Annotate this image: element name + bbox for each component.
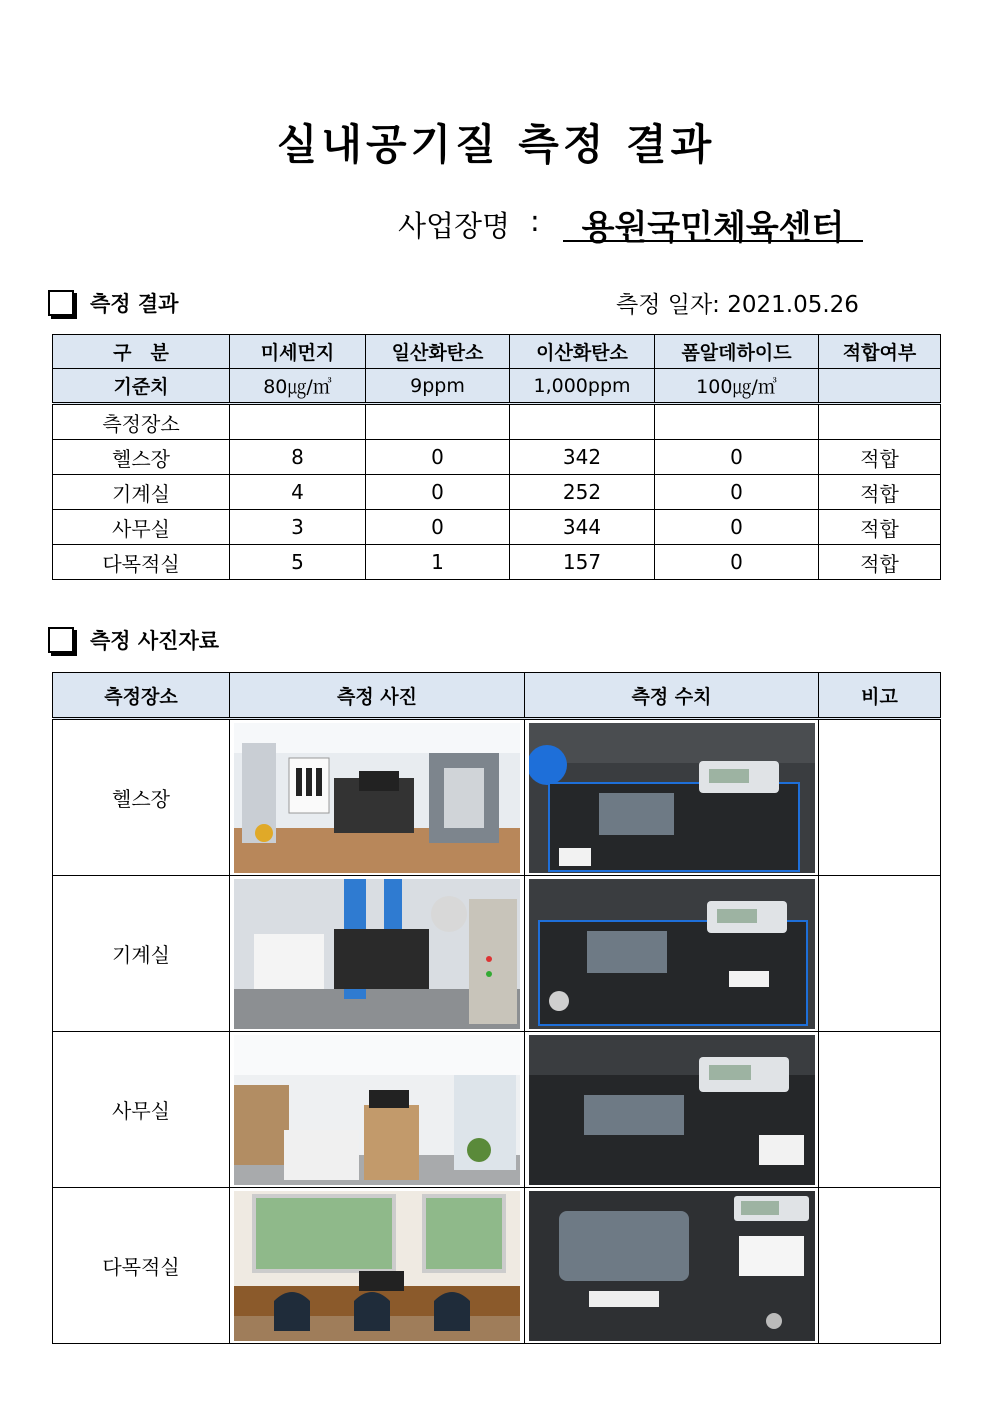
- place-cell: 다목적실: [53, 1188, 230, 1344]
- standard-value: 80㎍/㎥: [230, 369, 366, 404]
- standard-label: 기준치: [53, 369, 230, 404]
- value-cell: 0: [655, 510, 819, 545]
- meter-icon: [529, 1191, 815, 1341]
- location-header: 측정장소: [53, 404, 230, 440]
- multipurpose-room-icon: [234, 1191, 520, 1341]
- note-cell: [819, 1032, 941, 1188]
- meter-icon: [529, 723, 815, 873]
- value-cell: 0: [655, 475, 819, 510]
- standard-value: 1,000ppm: [510, 369, 655, 404]
- value-cell: 8: [230, 440, 366, 475]
- result-cell: 적합: [819, 475, 941, 510]
- value-cell: 4: [230, 475, 366, 510]
- value-cell: 157: [510, 545, 655, 580]
- standard-row: [53, 369, 941, 404]
- machine-room-icon: [234, 879, 520, 1029]
- location-header-row: [53, 404, 941, 440]
- business-colon: :: [530, 204, 540, 238]
- place-cell: 다목적실: [53, 545, 230, 580]
- value-cell: 0: [366, 475, 510, 510]
- place-cell: 헬스장: [53, 440, 230, 475]
- header-cell: 구 분: [53, 335, 230, 369]
- photo-section-label: 측정 사진자료: [90, 629, 220, 653]
- value-cell: 5: [230, 545, 366, 580]
- result-header-row: [53, 335, 941, 369]
- photo-table: [52, 672, 941, 1344]
- table-row: [53, 440, 941, 475]
- value-cell: 252: [510, 475, 655, 510]
- header-cell: 측정장소: [53, 673, 230, 719]
- table-row: [53, 475, 941, 510]
- meter-icon: [529, 1035, 815, 1185]
- value-cell: 3: [230, 510, 366, 545]
- gym-icon: [234, 723, 520, 873]
- standard-value: 100㎍/㎥: [655, 369, 819, 404]
- header-cell: 폼알데하이드: [655, 335, 819, 369]
- value-cell: 342: [510, 440, 655, 475]
- checkbox-icon: [48, 627, 74, 653]
- value-cell: 0: [366, 510, 510, 545]
- result-cell: 적합: [819, 545, 941, 580]
- value-cell: 0: [655, 545, 819, 580]
- measurement-date: 측정 일자: 2021.05.26: [616, 292, 859, 318]
- place-cell: 기계실: [53, 475, 230, 510]
- place-cell: 사무실: [53, 510, 230, 545]
- meter-icon: [529, 879, 815, 1029]
- business-label: 사업장명: [398, 209, 511, 243]
- table-row: [53, 545, 941, 580]
- photo-row: [53, 719, 941, 876]
- header-cell: 측정 수치: [525, 673, 819, 719]
- header-cell: 이산화탄소: [510, 335, 655, 369]
- photo-header-row: [53, 673, 941, 719]
- result-cell: 적합: [819, 440, 941, 475]
- note-cell: [819, 719, 941, 876]
- result-table: [52, 334, 941, 580]
- checkbox-icon: [48, 290, 74, 316]
- photo-row: [53, 876, 941, 1032]
- value-cell: 1: [366, 545, 510, 580]
- business-name: 용원국민체육센터: [563, 200, 863, 242]
- value-cell: 0: [366, 440, 510, 475]
- result-section-label: 측정 결과: [90, 292, 179, 316]
- standard-value: [819, 369, 941, 404]
- photo-row: [53, 1188, 941, 1344]
- value-cell: 0: [655, 440, 819, 475]
- header-cell: 측정 사진: [230, 673, 525, 719]
- place-cell: 사무실: [53, 1032, 230, 1188]
- note-cell: [819, 876, 941, 1032]
- standard-value: 9ppm: [366, 369, 510, 404]
- table-row: [53, 510, 941, 545]
- place-cell: 기계실: [53, 876, 230, 1032]
- header-cell: 비고: [819, 673, 941, 719]
- header-cell: 일산화탄소: [366, 335, 510, 369]
- value-cell: 344: [510, 510, 655, 545]
- header-cell: 적합여부: [819, 335, 941, 369]
- header-cell: 미세먼지: [230, 335, 366, 369]
- page-title: 실내공기질 측정 결과: [276, 120, 716, 169]
- business-name-block: [398, 200, 868, 248]
- photo-row: [53, 1032, 941, 1188]
- office-icon: [234, 1035, 520, 1185]
- result-cell: 적합: [819, 510, 941, 545]
- place-cell: 헬스장: [53, 719, 230, 876]
- note-cell: [819, 1188, 941, 1344]
